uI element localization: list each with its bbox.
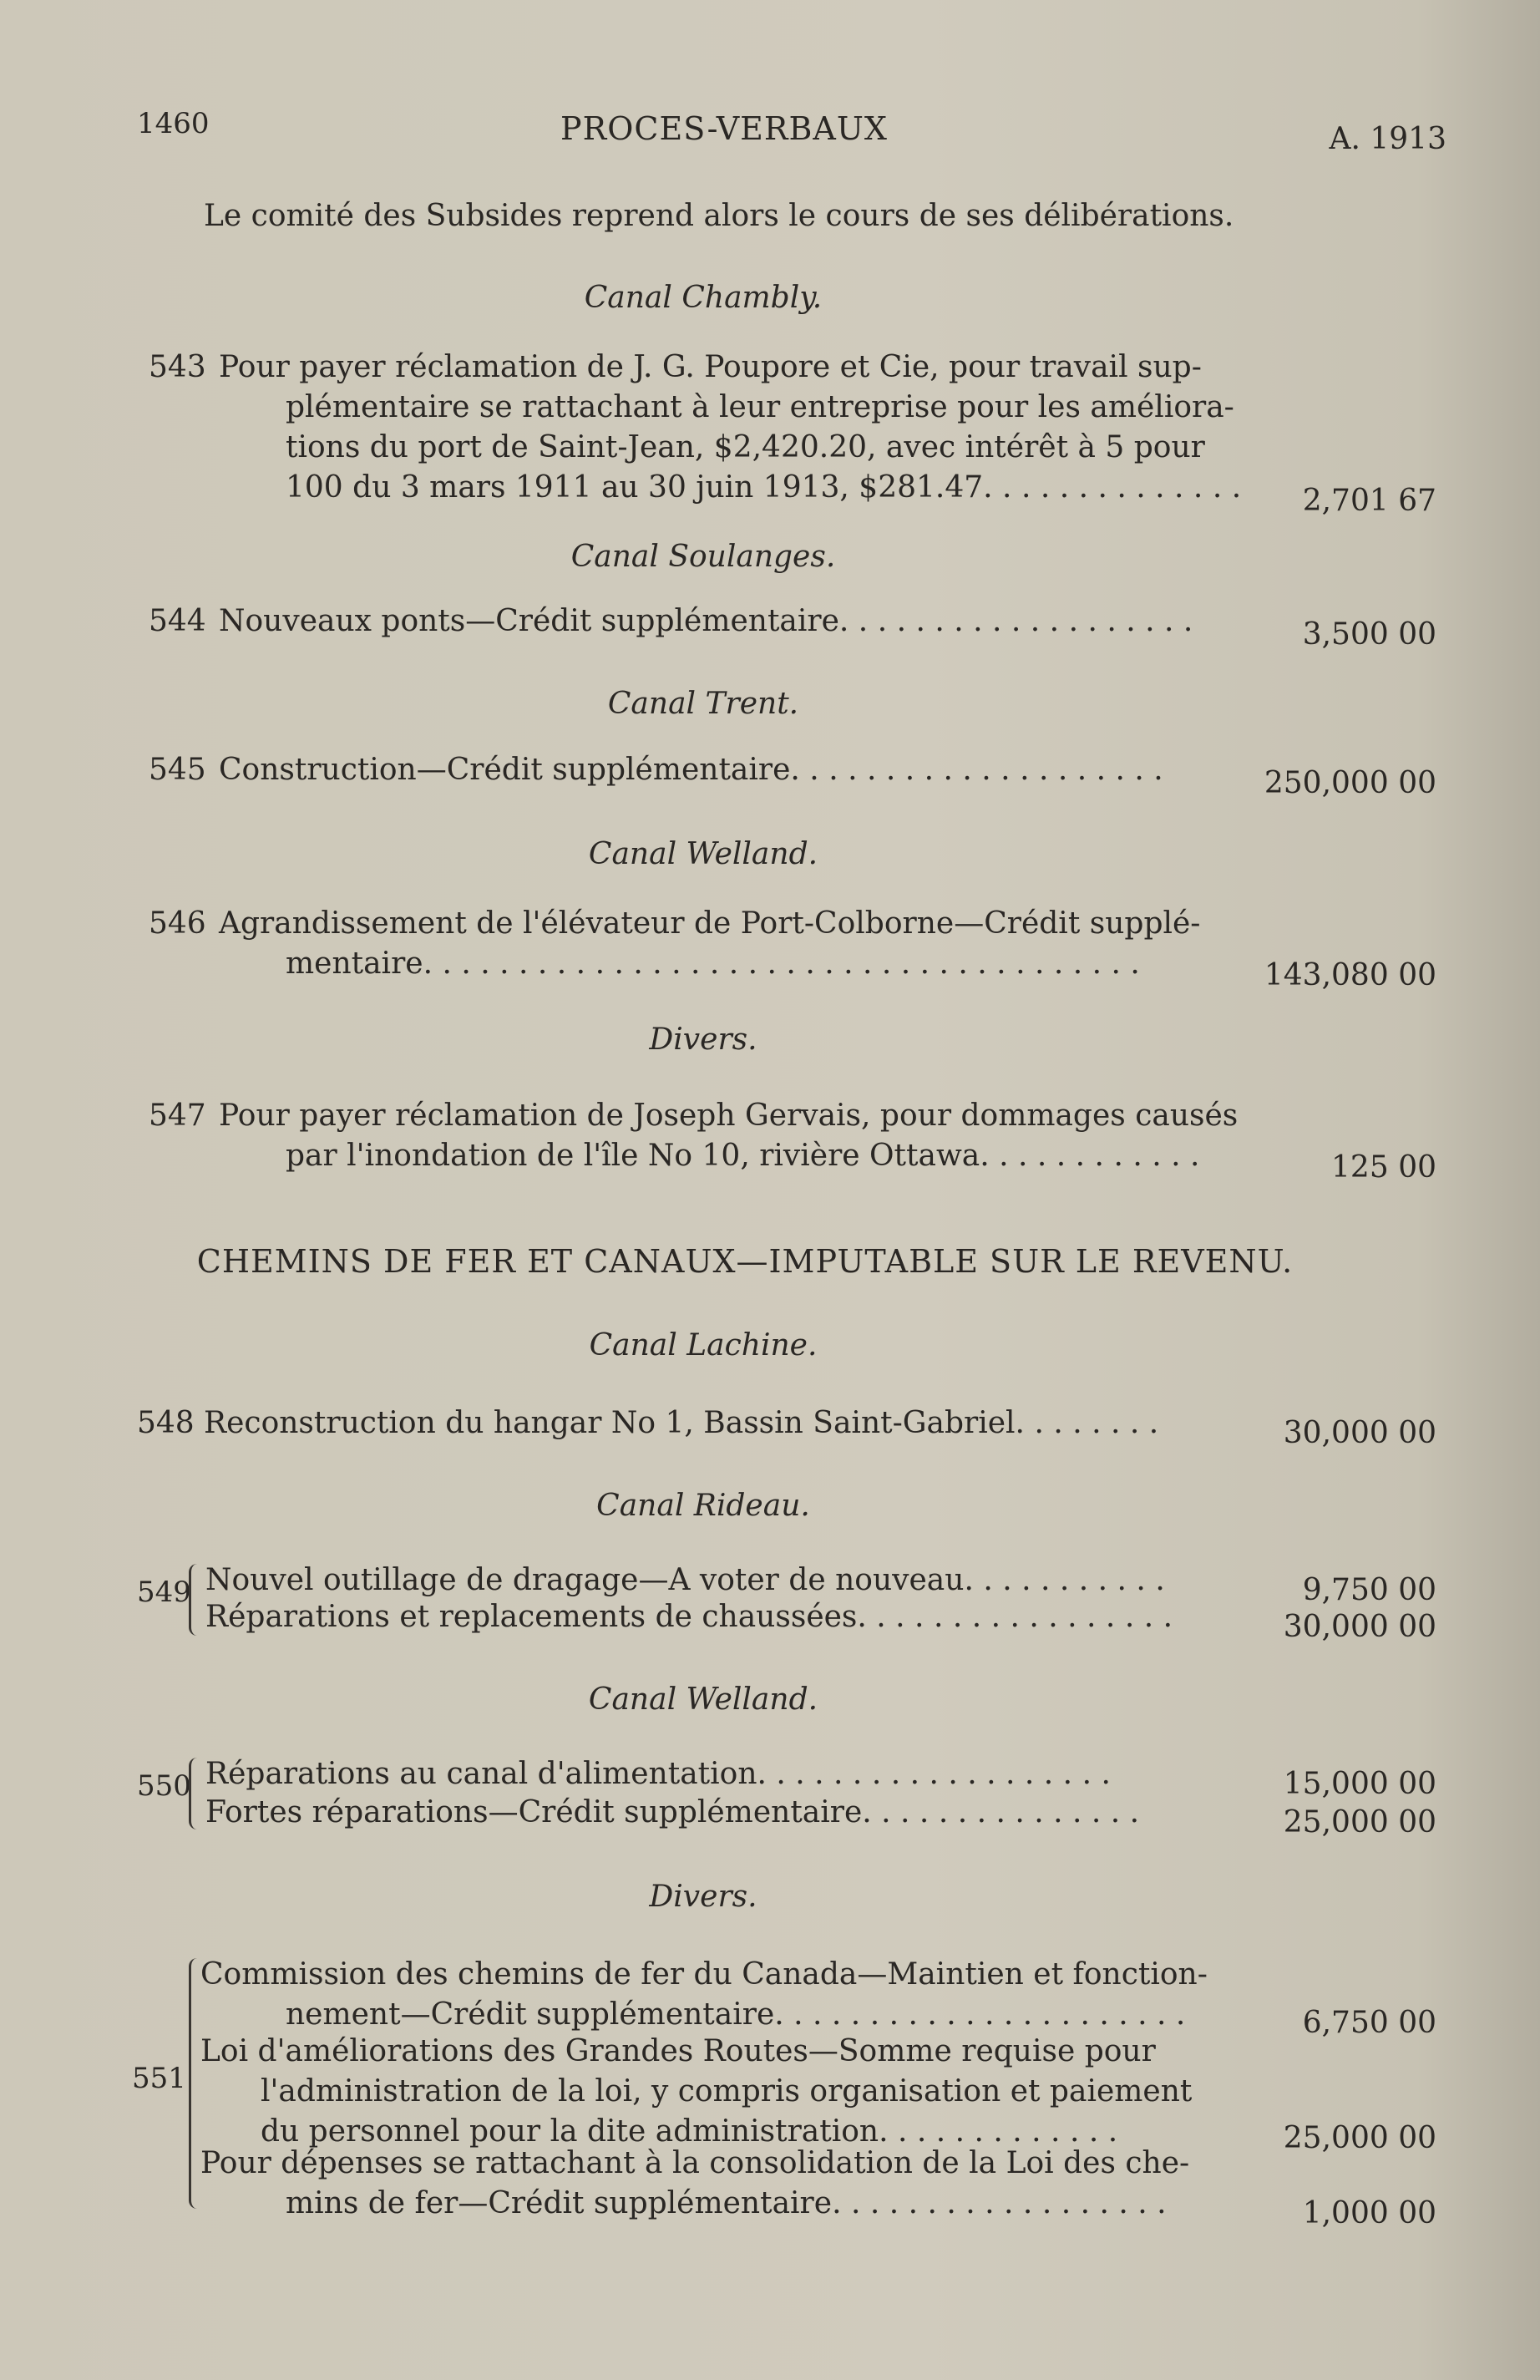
section-heading-rideau: Canal Rideau.: [596, 1489, 810, 1523]
item-description: [205, 1793, 1233, 1833]
item-line: nement—Crédit supplémentaire. . . . . . . . . . . . . . . . . . . . . .: [286, 1997, 1186, 2032]
item-number-550: 550: [137, 1769, 191, 1803]
item-description: [219, 1096, 1246, 1176]
item-line: du personnel pour la dite administration. . . . . . . . . . . . .: [261, 2114, 1118, 2149]
item-line: Construction—Crédit supplémentaire. . . . . . . . . . . . . . . . . . . .: [219, 753, 1163, 787]
item-description: [219, 348, 1246, 508]
item-description: [219, 904, 1246, 984]
item-line: Pour dépenses se rattachant à la consolidation de la Loi des che-: [200, 2146, 1190, 2180]
item-description: [205, 1754, 1233, 1794]
item-description: [205, 1560, 1233, 1601]
major-heading: CHEMINS DE FER ET CANAUX—IMPUTABLE SUR LE REVENU.: [196, 1243, 1294, 1280]
item-amount: 30,000 00: [1283, 1416, 1436, 1450]
section-heading-trent: Canal Trent.: [607, 687, 799, 721]
item-description: [205, 1597, 1233, 1637]
item-amount: 143,080 00: [1264, 958, 1436, 992]
item-line: Loi d'améliorations des Grandes Routes—Somme requise pour: [200, 2034, 1156, 2068]
item-description: [200, 2032, 1228, 2152]
item-number: 544: [149, 604, 206, 638]
item-amount: 2,701 67: [1302, 484, 1436, 518]
item-amount: 250,000 00: [1264, 766, 1436, 800]
year-label: A. 1913: [1329, 122, 1446, 156]
item-line: par l'inondation de l'île No 10, rivière Ottawa. . . . . . . . . . . .: [286, 1139, 1200, 1173]
section-heading-lachine: Canal Lachine.: [589, 1328, 818, 1363]
item-line: mins de fer—Crédit supplémentaire. . . . . . . . . . . . . . . . . .: [286, 2186, 1167, 2220]
item-line: Réparations et replacements de chaussées. . . . . . . . . . . . . . . . .: [205, 1600, 1173, 1634]
section-heading-divers: Divers.: [649, 1023, 757, 1057]
item-line: l'administration de la loi, y compris organisation et paiement: [261, 2074, 1193, 2109]
item-amount: 25,000 00: [1283, 2121, 1436, 2155]
item-line: plémentaire se rattachant à leur entreprise pour les améliora-: [286, 390, 1234, 424]
item-number: 548: [137, 1406, 195, 1440]
item-amount: 15,000 00: [1283, 1767, 1436, 1801]
item-description: [204, 1403, 1231, 1444]
item-amount: 1,000 00: [1302, 2196, 1436, 2230]
page-number: 1460: [137, 107, 210, 140]
item-line: Pour payer réclamation de J. G. Poupore et Cie, pour travail sup-: [219, 350, 1202, 384]
item-number-551: 551: [132, 2062, 186, 2095]
item-line: Commission des chemins de fer du Canada—Maintien et fonction-: [200, 1957, 1208, 1992]
item-amount: 9,750 00: [1302, 1573, 1436, 1607]
section-heading-welland: Canal Welland.: [588, 837, 818, 871]
item-amount: 125 00: [1331, 1150, 1436, 1185]
item-amount: 6,750 00: [1302, 2006, 1436, 2040]
item-number: 547: [149, 1099, 206, 1133]
brace: [189, 1758, 203, 1829]
item-line: Nouvel outillage de dragage—A voter de nouveau. . . . . . . . . . .: [205, 1563, 1165, 1597]
section-heading-welland-2: Canal Welland.: [588, 1682, 818, 1717]
item-line: 100 du 3 mars 1911 au 30 juin 1913, $281.47. . . . . . . . . . . . . .: [286, 470, 1242, 505]
item-number-549: 549: [137, 1576, 191, 1609]
item-line: Réparations au canal d'alimentation. . . . . . . . . . . . . . . . . . .: [205, 1757, 1111, 1791]
running-title: PROCES-VERBAUX: [560, 110, 888, 147]
item-description: [219, 750, 1246, 790]
item-number: 546: [149, 906, 206, 941]
section-heading-soulanges: Canal Soulanges.: [570, 540, 836, 574]
item-line: tions du port de Saint-Jean, $2,420.20, avec intérêt à 5 pour: [286, 430, 1205, 464]
item-line: mentaire. . . . . . . . . . . . . . . . . . . . . . . . . . . . . . . . . . . . . .: [286, 946, 1140, 981]
item-line: Nouveaux ponts—Crédit supplémentaire. . . . . . . . . . . . . . . . . . .: [219, 604, 1193, 638]
section-heading-chambly: Canal Chambly.: [584, 281, 823, 315]
item-line: Fortes réparations—Crédit supplémentaire. . . . . . . . . . . . . . .: [205, 1795, 1140, 1829]
item-amount: 3,500 00: [1302, 617, 1436, 652]
section-heading-divers-2: Divers.: [649, 1880, 757, 1914]
item-line: Agrandissement de l'élévateur de Port-Colborne—Crédit supplé-: [219, 906, 1201, 941]
brace: [189, 1564, 203, 1636]
intro-paragraph: Le comité des Subsides reprend alors le cours de ses délibérations.: [204, 199, 1234, 233]
item-description: [219, 601, 1246, 642]
item-number: 545: [149, 753, 206, 787]
item-description: [200, 1955, 1228, 2035]
item-description: [200, 2144, 1228, 2224]
item-line: Pour payer réclamation de Joseph Gervais, pour dommages causés: [219, 1099, 1239, 1133]
item-line: Reconstruction du hangar No 1, Bassin Saint-Gabriel. . . . . . . .: [204, 1406, 1159, 1440]
item-amount: 25,000 00: [1283, 1805, 1436, 1840]
page-header: [0, 107, 1540, 157]
item-number: 543: [149, 350, 206, 384]
item-amount: 30,000 00: [1283, 1610, 1436, 1644]
